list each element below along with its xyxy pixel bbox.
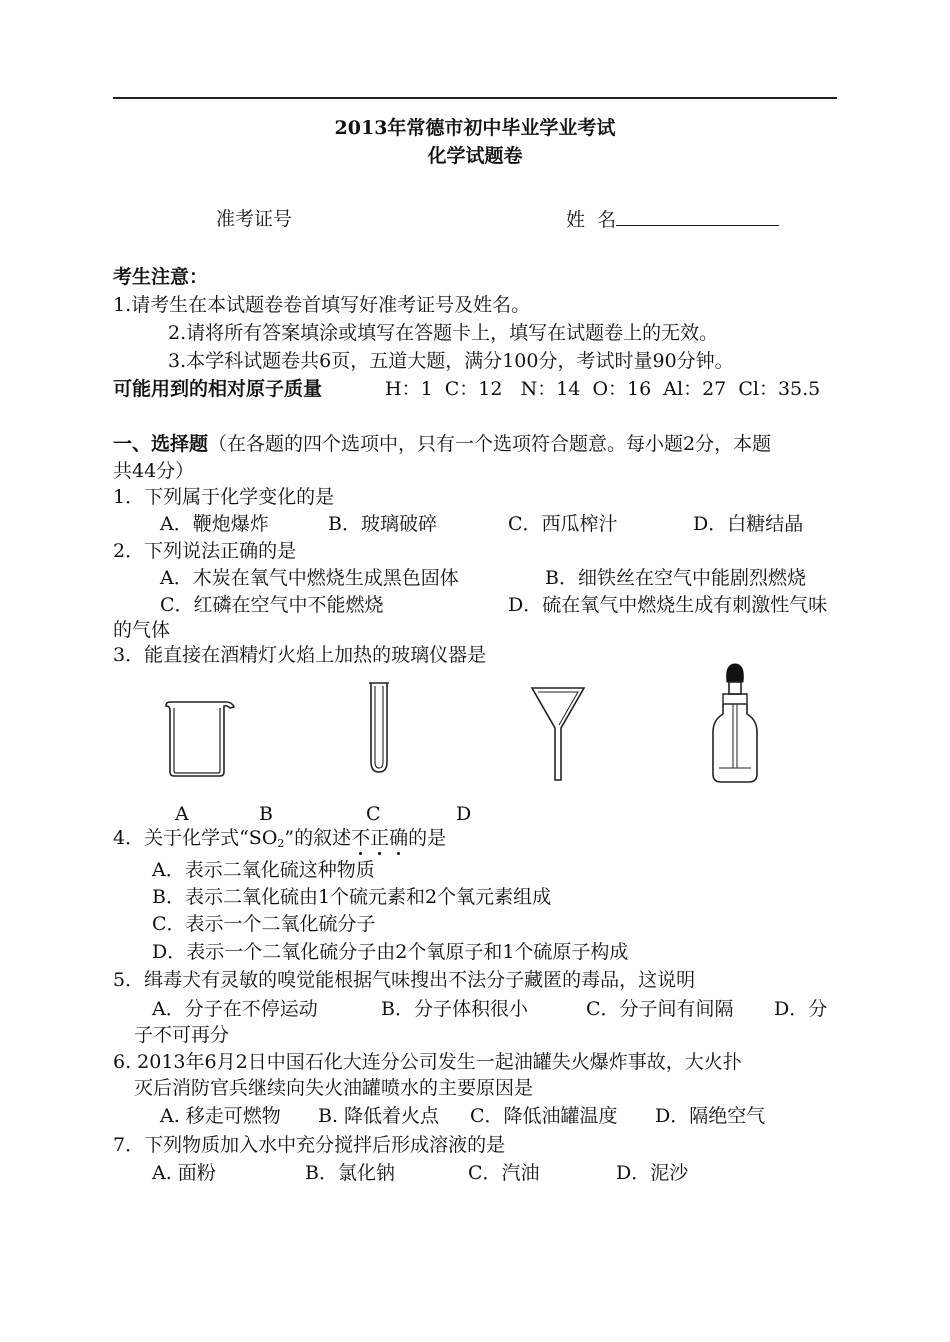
q5-option-d-cont: 子不可再分 xyxy=(134,1024,230,1046)
q3-label-b[interactable]: B xyxy=(259,803,273,825)
section1-instruction: （在各题的四个选项中，只有一个选项符合题意。每小题2分，本题 xyxy=(208,433,772,455)
atomic-mass-label: 可能用到的相对原子质量 xyxy=(113,378,323,400)
q4-option-c[interactable]: C．表示一个二氧化硫分子 xyxy=(152,913,376,935)
q5-option-c[interactable]: C．分子间有间隔 xyxy=(586,998,734,1020)
q6-option-c[interactable]: C．降低油罐温度 xyxy=(470,1105,618,1127)
notice-item-2: 2.请将所有答案填涂或填写在答题卡上，填写在试题卷上的无效。 xyxy=(168,322,719,344)
q5-stem: 5．缉毒犬有灵敏的嗅觉能根据气味搜出不法分子藏匿的毒品，这说明 xyxy=(113,969,696,991)
exam-title: 2013年常德市初中毕业学业考试 xyxy=(334,117,616,139)
section1-heading: 一、选择题 xyxy=(113,433,209,455)
test-tube-icon[interactable] xyxy=(365,680,393,776)
exam-subtitle: 化学试题卷 xyxy=(427,145,523,167)
q2-stem: 2．下列说法正确的是 xyxy=(113,540,297,562)
section1-heading-line xyxy=(113,433,771,455)
q7-option-b[interactable]: B．氯化钠 xyxy=(305,1162,395,1184)
q6-stem-line2: 灭后消防官兵继续向失火油罐喷水的主要原因是 xyxy=(134,1077,534,1099)
q4-stem: 4．关于化学式“$SO_2$”的叙述不正确的是 xyxy=(113,827,447,850)
notice-item-1: 1.请考生在本试题卷卷首填写好准考证号及姓名。 xyxy=(113,294,531,316)
top-rule xyxy=(113,97,837,99)
name-label: 姓 名 xyxy=(566,209,617,231)
q4-option-a[interactable]: A．表示二氧化硫这种物质 xyxy=(152,859,375,881)
q5-option-a[interactable]: A．分子在不停运动 xyxy=(152,998,318,1020)
q5-option-b[interactable]: B．分子体积很小 xyxy=(381,998,528,1020)
q7-option-a[interactable]: A. 面粉 xyxy=(152,1162,216,1184)
emphasis-char-1: 不 xyxy=(351,827,371,849)
q6-option-b[interactable]: B. 降低着火点 xyxy=(318,1105,440,1127)
q3-label-c[interactable]: C xyxy=(366,803,381,825)
q5-option-d[interactable]: D．分 xyxy=(774,998,828,1020)
q4-option-d[interactable]: D．表示一个二氧化硫分子由2个氧原子和1个硫原子构成 xyxy=(152,941,629,963)
q2-option-b[interactable]: B．细铁丝在空气中能剧烈燃烧 xyxy=(545,567,806,589)
q1-option-c[interactable]: C．西瓜榨汁 xyxy=(508,513,618,535)
q1-option-a[interactable]: A．鞭炮爆炸 xyxy=(160,513,269,535)
q4-option-b[interactable]: B．表示二氧化硫由1个硫元素和2个氧元素组成 xyxy=(152,886,552,908)
q1-stem: 1．下列属于化学变化的是 xyxy=(113,486,335,508)
atomic-mass-values: H：1 C：12 N：14 O：16 Al：27 Cl：35.5 xyxy=(385,378,821,400)
q7-stem: 7．下列物质加入水中充分搅拌后形成溶液的是 xyxy=(113,1134,506,1156)
name-blank[interactable] xyxy=(616,208,779,226)
name-field[interactable] xyxy=(566,208,779,231)
q3-label-a[interactable]: A xyxy=(175,803,189,825)
beaker-icon[interactable] xyxy=(160,698,240,780)
section1-instruction-cont: 共44分） xyxy=(113,460,195,482)
funnel-icon[interactable] xyxy=(530,684,586,784)
q6-option-d[interactable]: D．隔绝空气 xyxy=(655,1105,766,1127)
exam-id-label: 准考证号 xyxy=(216,208,293,230)
q2-option-d[interactable]: D．硫在氧气中燃烧生成有刺激性气味 xyxy=(508,594,828,616)
q7-option-d[interactable]: D．泥沙 xyxy=(616,1162,689,1184)
q1-option-b[interactable]: B．玻璃破碎 xyxy=(328,513,437,535)
notice-item-3: 3.本学科试题卷共6页，五道大题，满分100分，考试时量90分钟。 xyxy=(168,350,734,372)
q7-option-c[interactable]: C．汽油 xyxy=(468,1162,540,1184)
q2-option-d-cont: 的气体 xyxy=(113,619,171,641)
dropper-bottle-icon[interactable] xyxy=(705,660,765,786)
q3-label-d[interactable]: D xyxy=(456,803,472,825)
emphasis-char-2: 正 xyxy=(370,827,390,849)
q2-option-c[interactable]: C．红磷在空气中不能燃烧 xyxy=(160,594,384,616)
q6-stem-line1: 6. 2013年6月2日中国石化大连分公司发生一起油罐失火爆炸事故，大火扑 xyxy=(113,1051,742,1073)
notice-heading: 考生注意： xyxy=(113,266,209,288)
emphasis-char-3: 确 xyxy=(389,827,409,849)
q1-option-d[interactable]: D．白糖结晶 xyxy=(693,513,804,535)
q2-option-a[interactable]: A．木炭在氧气中燃烧生成黑色固体 xyxy=(160,567,459,589)
q3-stem: 3．能直接在酒精灯火焰上加热的玻璃仪器是 xyxy=(113,644,487,666)
q6-option-a[interactable]: A. 移走可燃物 xyxy=(160,1105,281,1127)
